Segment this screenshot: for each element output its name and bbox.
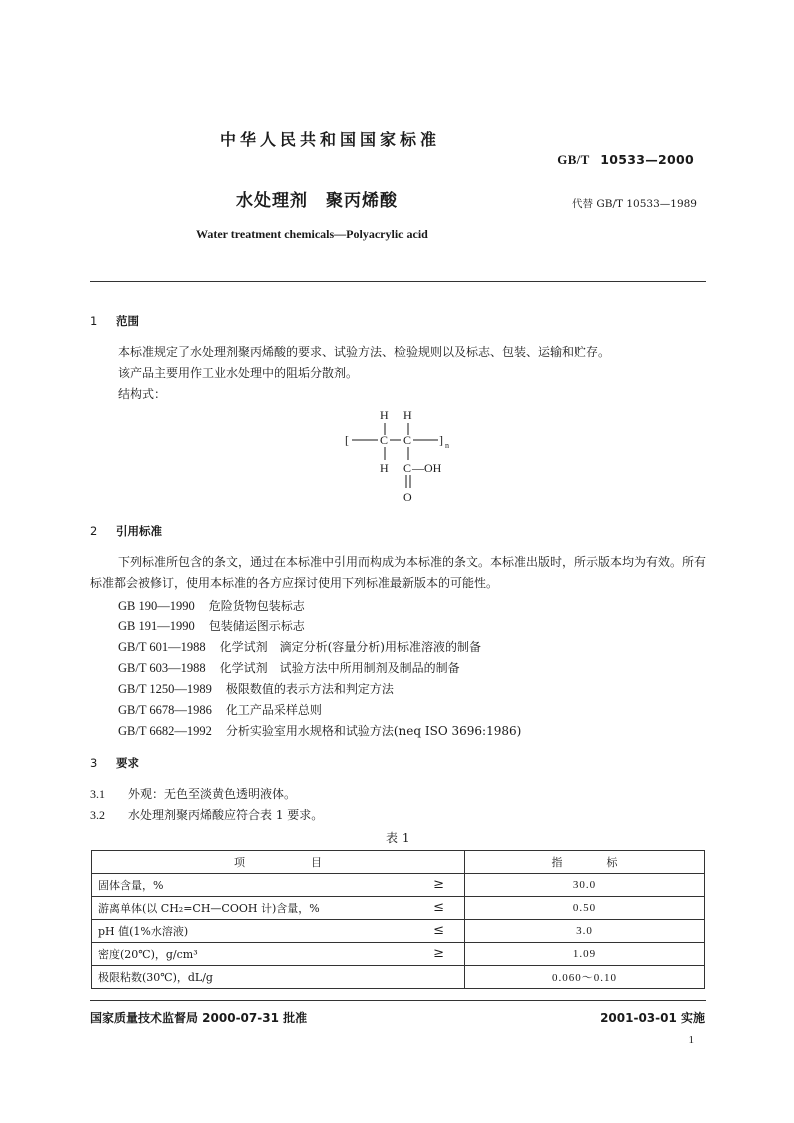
reference-code: GB/T 6682—1992	[118, 724, 212, 738]
comparison-symbol: ≤	[433, 923, 444, 938]
implementation-date: 2001-03-01 实施	[600, 1011, 705, 1025]
item-label: 游离单体(以 CH₂=CH—COOH 计)含量，%	[98, 902, 320, 915]
reference-title: 危险货物包装标志	[208, 599, 305, 613]
section-2-number: 2	[90, 524, 98, 538]
scope-line-1: 本标准规定了水处理剂聚丙烯酸的要求、试验方法、检验规则以及标志、包装、运输和贮存。	[118, 345, 611, 359]
section-1-title: 范围	[116, 314, 139, 328]
scope-line-3: 结构式：	[118, 387, 167, 401]
table-cell-item	[92, 874, 465, 897]
item-label: 密度(20℃)，g/cm³	[98, 948, 198, 961]
table-cell-value: 0.50	[465, 897, 705, 920]
structural-formula	[330, 402, 470, 508]
standard-number	[557, 152, 694, 168]
references-intro: 下列标准所包含的条文，通过在本标准中引用而构成为本标准的条文。本标准出版时，所示版本均为有效。所有标准都会被修订，使用本标准的各方应探讨使用下列标准最新版本的可能性。	[90, 555, 707, 590]
scope-line-2: 该产品主要用作工业水处理中的阻垢分散剂。	[118, 366, 359, 380]
formula-subscript-n: n	[445, 441, 449, 450]
requirement-item	[90, 806, 323, 823]
standard-prefix: GB/T	[557, 152, 590, 167]
comparison-symbol: ≥	[433, 946, 444, 961]
reference-title: 化学试剂 试验方法中所用制剂及制品的制备	[219, 661, 460, 675]
requirement-text: 外观：无色至淡黄色透明液体。	[128, 787, 297, 801]
section-3-heading	[90, 755, 139, 771]
table-row	[92, 920, 705, 943]
formula-c-carboxyl: C	[403, 461, 412, 475]
national-standard-title: 中华人民共和国国家标准	[219, 130, 440, 149]
reference-item	[118, 638, 481, 655]
reference-title: 分析实验室用水规格和试验方法(neq ISO 3696:1986)	[225, 724, 522, 738]
item-label: 固体含量，%	[98, 879, 164, 892]
table-cell-value: 1.09	[465, 943, 705, 966]
item-label: pH 值(1%水溶液)	[98, 925, 189, 938]
requirement-number: 3.2	[90, 808, 105, 822]
table-cell-item	[92, 943, 465, 966]
formula-oh: —OH	[412, 461, 442, 475]
reference-item	[118, 722, 521, 739]
formula-o: O	[403, 490, 412, 504]
reference-title: 化学试剂 滴定分析(容量分析)用标准溶液的制备	[219, 640, 481, 654]
reference-item	[118, 617, 305, 634]
table-row	[92, 897, 705, 920]
requirement-text: 水处理剂聚丙烯酸应符合表 1 要求。	[128, 808, 324, 822]
reference-code: GB/T 603—1988	[118, 661, 206, 675]
formula-c1: C	[380, 433, 389, 447]
section-3-number: 3	[90, 756, 98, 770]
item-label: 极限粘数(30℃)，dL/g	[98, 971, 213, 984]
formula-right-bracket: ]	[439, 433, 443, 447]
title-part-2: 聚丙烯酸	[326, 191, 398, 211]
table-header-row	[92, 851, 705, 874]
title-part-1: 水处理剂	[236, 191, 308, 211]
table-cell-item	[92, 897, 465, 920]
section-1-number: 1	[90, 314, 98, 328]
reference-code: GB/T 6678—1986	[118, 703, 212, 717]
reference-item	[118, 659, 460, 676]
header-divider	[90, 281, 706, 282]
reference-code: GB/T 1250—1989	[118, 682, 212, 696]
formula-h-bottom: H	[380, 461, 389, 475]
section-2-heading	[90, 523, 162, 539]
table-header-value: 指 标	[465, 851, 705, 874]
table-cell-value: 0.060～0.10	[465, 966, 705, 989]
comparison-symbol: ≤	[433, 900, 444, 915]
reference-title: 包装储运图示标志	[208, 619, 305, 633]
reference-title: 极限数值的表示方法和判定方法	[225, 682, 394, 696]
footer-divider	[90, 1000, 706, 1001]
table-cell-value: 30.0	[465, 874, 705, 897]
section-3-title: 要求	[116, 756, 139, 770]
document-title-cn	[236, 186, 398, 211]
specification-table	[91, 850, 705, 989]
table-header-item: 项 目	[92, 851, 465, 874]
formula-left-bracket: [	[345, 433, 349, 447]
table-cell-value: 3.0	[465, 920, 705, 943]
table-row	[92, 874, 705, 897]
document-title-en: Water treatment chemicals—Polyacrylic acid	[196, 227, 428, 241]
reference-item	[118, 701, 322, 718]
formula-c2: C	[403, 433, 412, 447]
table-cell-item	[92, 966, 465, 989]
requirement-item	[90, 785, 296, 802]
comparison-symbol: ≥	[433, 877, 444, 892]
reference-title: 化工产品采样总则	[225, 703, 322, 717]
section-2-title: 引用标准	[116, 524, 162, 538]
table-cell-item	[92, 920, 465, 943]
page-number: 1	[688, 1034, 694, 1046]
reference-item	[118, 597, 305, 614]
replaces-standard: 代替 GB/T 10533—1989	[572, 198, 697, 210]
reference-code: GB 190—1990	[118, 599, 195, 613]
reference-code: GB/T 601—1988	[118, 640, 206, 654]
reference-code: GB 191—1990	[118, 619, 195, 633]
requirement-number: 3.1	[90, 787, 105, 801]
reference-item	[118, 680, 394, 697]
section-1-heading	[90, 313, 139, 329]
table-caption: 表 1	[386, 831, 410, 845]
table-row	[92, 966, 705, 989]
table-row	[92, 943, 705, 966]
formula-h-top-2: H	[403, 408, 412, 422]
standard-code: 10533—2000	[600, 152, 694, 167]
formula-h-top-1: H	[380, 408, 389, 422]
approval-info: 国家质量技术监督局 2000-07-31 批准	[90, 1011, 308, 1025]
